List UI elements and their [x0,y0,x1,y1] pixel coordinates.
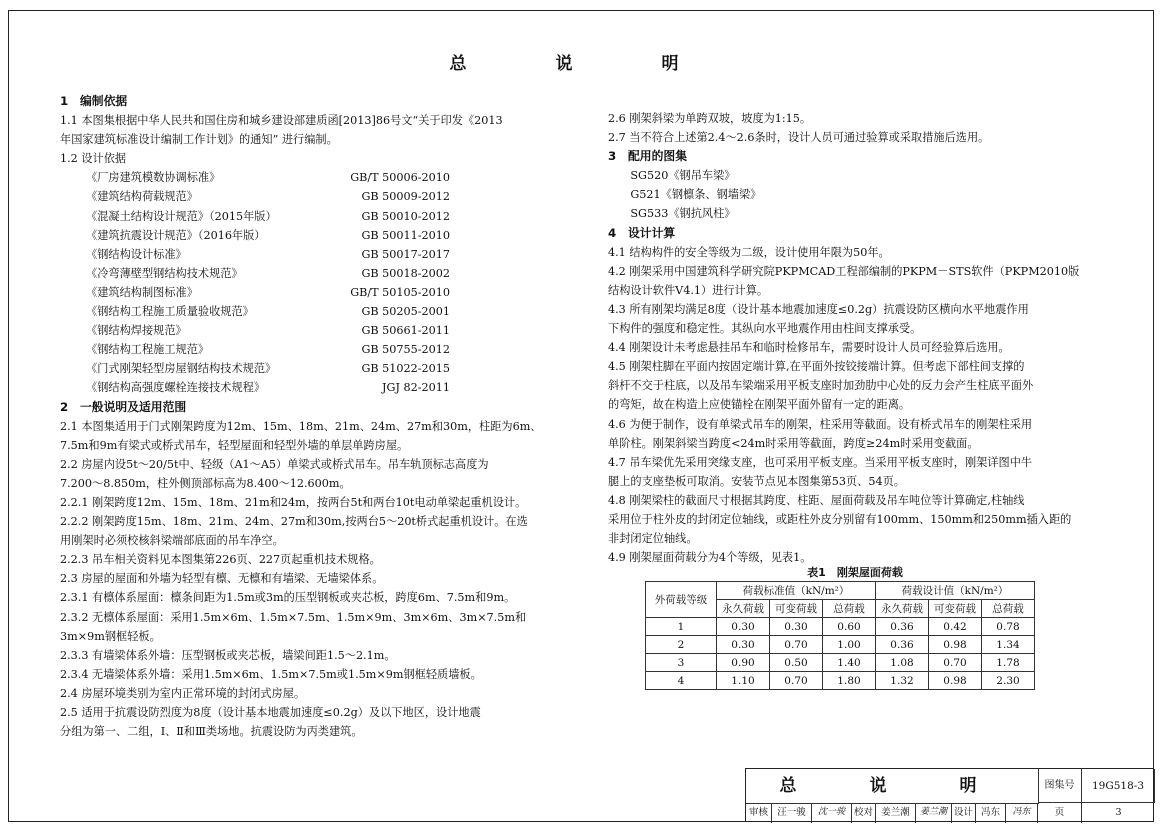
text-line: 4.4 刚架设计未考虑悬挂吊车和临时检修吊车，需要时设计人员可经验算后选用。 [608,341,1010,355]
section-heading: 1 编制依据 [60,94,128,108]
section-heading: 3 配用的图集 [608,149,687,164]
signature-role: 审核 [746,803,772,823]
table-subheader: 可变荷载 [929,600,982,618]
text-line: 分组为第一、二组，Ⅰ、Ⅱ和Ⅲ类场地。抗震设防为丙类建筑。 [60,725,363,739]
standard-code: GB/T 50006-2010 [350,171,450,185]
table-cell: 0.50 [770,654,823,672]
text-line: 斜杆不交于柱底，以及吊车梁端采用平板支座时加劲肋中心处的反力会产生柱底平面外 [608,379,1034,393]
table-subheader: 总荷载 [982,600,1035,618]
standard-code: GB 50009-2012 [361,190,450,204]
standard-code: JGJ 82-2011 [382,381,450,395]
atlas-number: 19G518-3 [1082,769,1155,803]
standard-code: GB 50010-2012 [361,209,450,223]
standard-code: GB 50017-2017 [361,247,450,261]
text-line: 4.2 刚架采用中国建筑科学研究院PKPMCAD工程部编制的PKPM－STS软件（PKPM2010版 [608,264,1080,278]
page-title: 总 说 明 [449,54,715,74]
standard-name: 《钢结构高强度螺栓连接技术规程》 [86,381,266,395]
text-line: 1.1 本图集根据中华人民共和国住房和城乡建设部建质函[2013]86号文“关于印发《2013 [60,114,503,128]
standard-name: 《混凝土结构设计规范》（2015年版） [86,209,277,223]
section-heading: 4 设计计算 [608,225,676,240]
table-cell: 1.78 [982,654,1035,672]
standard-name: 《冷弯薄壁型钢结构技术规范》 [86,266,243,280]
standard-code: GB/T 50105-2010 [350,285,450,299]
table-header-group: 荷载设计值（kN/m²） [876,582,1035,600]
table-cell: 4 [646,672,717,690]
load-table [645,581,1035,690]
text-line: 4.7 吊车梁优先采用突缘支座，也可采用平板支座。当采用平板支座时，刚架详图中牛 [608,455,1033,469]
standard-item [60,378,450,397]
text-line: 2.2.2 刚架跨度15m、18m、21m、24m、27m和30m,按两台5～20t桥式起重机设计。在选 [60,515,528,529]
signature-name: 冯东 [1006,803,1038,823]
table-cell: 1.80 [823,672,876,690]
standard-item [60,302,450,321]
page-number: 3 [1115,807,1122,818]
table-cell: 2 [646,636,717,654]
section-heading: 2 一般说明及适用范围 [60,399,187,414]
standard-name: 《门式刚架轻型房屋钢结构技术规范》 [86,362,277,376]
text-line: 2.2.1 刚架跨度12m、15m、18m、21m和24m，按两台5t和两台10t电动单梁起重机设计。 [60,495,527,509]
standard-name: 《钢结构工程施工规范》 [86,343,210,357]
text-line: 年国家建筑标准设计编制工作计划》的通知” 进行编制。 [60,133,338,147]
text-line: 结构设计软件V4.1）进行计算。 [608,283,769,297]
table-cell: 2.30 [982,672,1035,690]
text-line: 2.2.3 吊车相关资料见本图集第226页、227页起重机技术规格。 [60,553,381,567]
title-block [745,768,1154,822]
title-block-title: 总 说 明 [746,769,1039,804]
standard-name: 《建筑抗震设计规范》（2016年版） [86,228,266,242]
table-cell: 0.70 [770,672,823,690]
text-line: 2.7 当不符合上述第2.4～2.6条时，设计人员可通过验算或采取措施后选用。 [608,131,990,145]
text-line: 4.6 为便于制作，设有单梁式吊车的刚架，柱采用等截面。设有桥式吊车的刚架柱采用 [608,417,1033,431]
text-line: 7.200～8.850m，柱外侧顶部标高为8.400～12.600m。 [60,476,351,490]
table-subheader: 永久荷载 [717,600,770,618]
table-cell: 0.70 [770,636,823,654]
table-cell: 0.78 [982,618,1035,636]
text-line: 2.1 本图集适用于门式刚架跨度为12m、15m、18m、21m、24m、27m和30m，柱距为6m、 [60,419,542,433]
text-line: 2.6 刚架斜梁为单跨双坡，坡度为1:15。 [608,112,812,125]
signature-name: 汪一骏 [772,803,812,823]
table-row [646,672,1035,690]
table-cell: 0.98 [929,672,982,690]
standard-name: 《建筑结构荷载规范》 [86,190,198,204]
standard-name: 《钢结构焊接规范》 [86,324,187,338]
table-subheader: 可变荷载 [770,600,823,618]
signature-name: 沈一骏 [812,803,852,823]
table-cell: 0.30 [717,636,770,654]
table-cell: 0.90 [717,654,770,672]
table-subheader: 总荷载 [823,600,876,618]
signature-role: 设计 [952,803,976,823]
standard-code: GB 50661-2011 [361,324,450,338]
signature-name: 姜兰潮 [916,803,952,823]
standard-name: 《钢结构工程施工质量验收规范》 [86,305,254,319]
table-caption: 表1 刚架屋面荷载 [807,566,903,579]
table-cell: 3 [646,654,717,672]
table-cell: 0.98 [929,636,982,654]
standard-code: GB 50018-2002 [361,266,450,280]
table-header-group: 荷载标准值（kN/m²） [717,582,876,600]
right-column [608,109,1128,567]
text-line: 7.5m和9m有梁式或桥式吊车，轻型屋面和轻型外墙的单层单跨房屋。 [60,438,409,452]
table-cell: 0.30 [770,618,823,636]
text-line: 下构件的强度和稳定性。其纵向水平地震作用由柱间支撑承受。 [608,322,922,336]
text-line: 2.5 适用于抗震设防烈度为8度（设计基本地震加速度≤0.2g）及以下地区，设计地震 [60,706,481,719]
table-cell: 1.34 [982,636,1035,654]
text-line: 2.4 房屋环境类别为室内正常环境的封闭式房屋。 [60,686,306,700]
standard-name: 《厂房建筑模数协调标准》 [86,171,221,185]
text-line: 用刚架时必须校核斜梁端部底面的吊车净空。 [60,534,284,548]
text-line: 非封闭定位轴线。 [608,532,698,546]
standard-item [60,283,450,302]
text-line: SG520《钢吊车梁》 [608,169,736,183]
table-cell: 0.30 [717,618,770,636]
text-line: 4.3 所有刚架均满足8度（设计基本地震加速度≤0.2g）抗震设防区横向水平地震作用 [608,302,1029,316]
standard-name: 《钢结构设计标准》 [86,247,187,261]
table-header-grade: 外荷载等级 [646,582,717,618]
table-row [646,654,1035,672]
text-line: 2.3.3 有墙梁体系外墙：压型钢板或夹芯板，墙梁间距1.5～2.1m。 [60,648,396,662]
standard-code: GB 50011-2010 [361,228,450,242]
standard-item [60,226,450,245]
text-line: 的弯矩，故在构造上应使锚栓在刚架平面外留有一定的距离。 [608,398,911,412]
table-row [646,618,1035,636]
text-line: 2.3 房屋的屋面和外墙为轻型有檩、无檩和有墙梁、无墙梁体系。 [60,572,384,586]
standard-code: GB 51022-2015 [361,362,450,376]
atlas-label: 图集号 [1038,769,1082,803]
text-line: 单阶柱。刚架斜梁当跨度<24m时采用等截面，跨度≥24m时采用变截面。 [608,436,979,450]
standard-item [60,359,450,378]
text-line: 1.2 设计依据 [60,152,127,166]
text-line: 4.1 结构构件的安全等级为二级，设计使用年限为50年。 [608,245,890,259]
table-cell: 1.10 [717,672,770,690]
left-column [60,92,560,741]
text-line: G521《钢檩条、钢墙梁》 [608,188,762,202]
text-line: 腿上的支座垫板可取消。安装节点见本图集第53页、54页。 [608,474,905,488]
table-cell: 0.42 [929,618,982,636]
table-cell: 1 [646,618,717,636]
text-line: 2.3.2 无檩体系屋面：采用1.5m×6m、1.5m×7.5m、1.5m×9m、3m×6m、3m×7.5m和 [60,610,527,624]
standard-item [60,264,450,283]
standard-item [60,207,450,226]
table-row [646,636,1035,654]
table-cell: 0.70 [929,654,982,672]
table-subheader: 永久荷载 [876,600,929,618]
text-line: 2.3.1 有檩体系屋面：檩条间距为1.5m或3m的压型钢板或夹芯板，跨度6m、7.5m和9m。 [60,591,516,605]
text-line: 4.5 刚架柱脚在平面内按固定端计算,在平面外按铰接端计算。但考虑下部柱间支撑的 [608,360,1025,374]
table-cell: 1.32 [876,672,929,690]
standard-code: GB 50755-2012 [361,343,450,357]
text-line: 4.8 刚架梁柱的截面尺寸根据其跨度、柱距、屋面荷载及吊车吨位等计算确定,柱轴线 [608,493,1025,507]
table-cell: 1.40 [823,654,876,672]
text-line: SG533《钢抗风柱》 [608,207,736,221]
table-cell: 0.60 [823,618,876,636]
table-cell: 0.36 [876,636,929,654]
text-line: 3m×9m钢框轻板。 [60,629,161,643]
standard-item [60,321,450,340]
standard-item [60,168,450,187]
signature-role: 校对 [852,803,876,823]
table-cell: 1.08 [876,654,929,672]
standard-item [60,187,450,206]
standard-item [60,245,450,264]
standard-item [60,340,450,359]
signature-name: 姜兰潮 [876,803,916,823]
table-cell: 0.36 [876,618,929,636]
text-line: 2.3.4 无墙梁体系外墙：采用1.5m×6m、1.5m×7.5m或1.5m×9m钢框轻质墙板。 [60,667,482,681]
table-cell: 1.00 [823,636,876,654]
page-label: 页 [1038,803,1082,823]
text-line: 2.2 房屋内设5t～20/5t中、轻级（A1～A5）单梁式或桥式吊车。吊车轨顶标志高度为 [60,457,489,471]
text-line: 采用位于柱外皮的封闭定位轴线，或距柱外皮分别留有100mm、150mm和250mm插入距的 [608,512,1072,526]
signature-name: 冯东 [976,803,1006,823]
text-line: 4.9 刚架屋面荷载分为4个等级，见表1。 [608,551,812,565]
standard-name: 《建筑结构制图标准》 [86,285,198,299]
standard-code: GB 50205-2001 [361,305,450,319]
